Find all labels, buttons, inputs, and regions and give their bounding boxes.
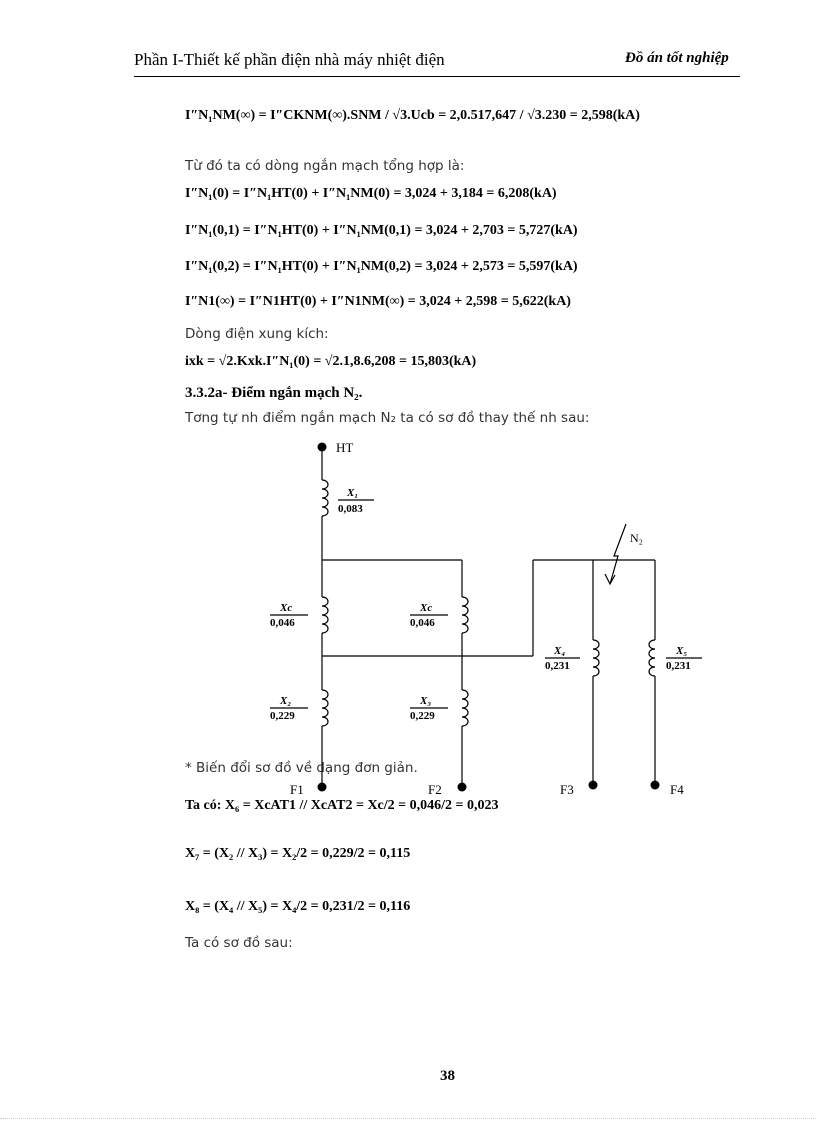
label-xc-left-name: Xc bbox=[280, 602, 293, 614]
equation-i-02: I″N₁(0,2) = I″N₁HT(0) + I″N₁NM(0,2) = 3,024 + 2,573 = 5,597(kA) bbox=[185, 259, 578, 274]
inductor-x5 bbox=[649, 640, 655, 676]
inductor-x4 bbox=[593, 640, 599, 676]
label-f3: F3 bbox=[560, 782, 574, 797]
label-xc-left-value: 0,046 bbox=[270, 617, 295, 629]
label-n2: N₂ bbox=[630, 531, 643, 545]
transform-title: * Biến đổi sơ đồ về dạng đơn giản. bbox=[185, 760, 418, 776]
label-f1: F1 bbox=[290, 782, 304, 797]
node-f1 bbox=[318, 783, 327, 792]
intro-total-current: Từ đó ta có dòng ngắn mạch tổng hợp là: bbox=[185, 158, 465, 174]
label-x1-value: 0,083 bbox=[338, 503, 363, 515]
label-x1-name: X₁ bbox=[347, 487, 359, 499]
inductor-x2 bbox=[322, 690, 328, 726]
transform-after: Ta có sơ đồ sau: bbox=[185, 935, 293, 951]
label-ht: HT bbox=[336, 440, 354, 455]
equation-x7: X₇ = (X₂ // X₃) = X₂/2 = 0,229/2 = 0,115 bbox=[185, 846, 411, 861]
equation-ixk: ixk = √2.Kxk.I″N₁(0) = √2.1,8.6,208 = 15,803(kA) bbox=[185, 354, 477, 369]
equation-i-0: I″N₁(0) = I″N₁HT(0) + I″N₁NM(0) = 3,024 + 3,184 = 6,208(kA) bbox=[185, 186, 557, 201]
label-x2-value: 0,229 bbox=[270, 710, 295, 722]
node-ht bbox=[318, 443, 327, 452]
header-subtitle: Đồ án tốt nghiệp bbox=[625, 50, 729, 66]
page-bottom-border bbox=[0, 1118, 816, 1119]
inductor-x1 bbox=[322, 480, 328, 516]
label-x4-name: X₄ bbox=[554, 645, 566, 657]
label-x3-name: X₃ bbox=[420, 695, 432, 707]
label-x2-name: X₂ bbox=[280, 695, 292, 707]
equation-i-01: I″N₁(0,1) = I″N₁HT(0) + I″N₁NM(0,1) = 3,024 + 2,703 = 5,727(kA) bbox=[185, 223, 578, 238]
label-x5-name: X₅ bbox=[676, 645, 688, 657]
n2-fault-symbol bbox=[610, 524, 626, 584]
equation-x6: Ta có: X₆ = XcAT1 // XcAT2 = Xc/2 = 0,046/2 = 0,023 bbox=[185, 798, 499, 813]
page-number: 38 bbox=[440, 1068, 455, 1084]
label-f4: F4 bbox=[670, 782, 684, 797]
node-f3 bbox=[589, 781, 598, 790]
header-title: Phần I-Thiết kế phần điện nhà máy nhiệt điện bbox=[134, 50, 445, 69]
section-title: 3.3.2a- Điểm ngắn mạch N₂. bbox=[185, 385, 363, 401]
equation-in-inf: I″N₁NM(∞) = I″CKNM(∞).SNM / √3.Ucb = 2,0.517,647 / √3.230 = 2,598(kA) bbox=[185, 108, 640, 123]
equation-x8: X₈ = (X₄ // X₅) = X₄/2 = 0,231/2 = 0,116 bbox=[185, 899, 411, 914]
surge-current-label: Dòng điện xung kích: bbox=[185, 326, 329, 342]
node-f4 bbox=[651, 781, 660, 790]
label-f2: F2 bbox=[428, 782, 442, 797]
label-x3-value: 0,229 bbox=[410, 710, 435, 722]
label-xc-right-value: 0,046 bbox=[410, 617, 435, 629]
label-xc-right-name: Xc bbox=[420, 602, 433, 614]
label-x5-value: 0,231 bbox=[666, 660, 691, 672]
label-x4-value: 0,231 bbox=[545, 660, 570, 672]
inductor-x3 bbox=[462, 690, 468, 726]
section-intro: Tơng tự nh điểm ngắn mạch N₂ ta có sơ đồ thay thế nh sau: bbox=[185, 410, 590, 426]
inductor-xc-left bbox=[322, 597, 328, 633]
equation-i-inf: I″N1(∞) = I″N1HT(0) + I″N1NM(∞) = 3,024 + 2,598 = 5,622(kA) bbox=[185, 294, 571, 309]
inductor-xc-right bbox=[462, 597, 468, 633]
node-f2 bbox=[458, 783, 467, 792]
